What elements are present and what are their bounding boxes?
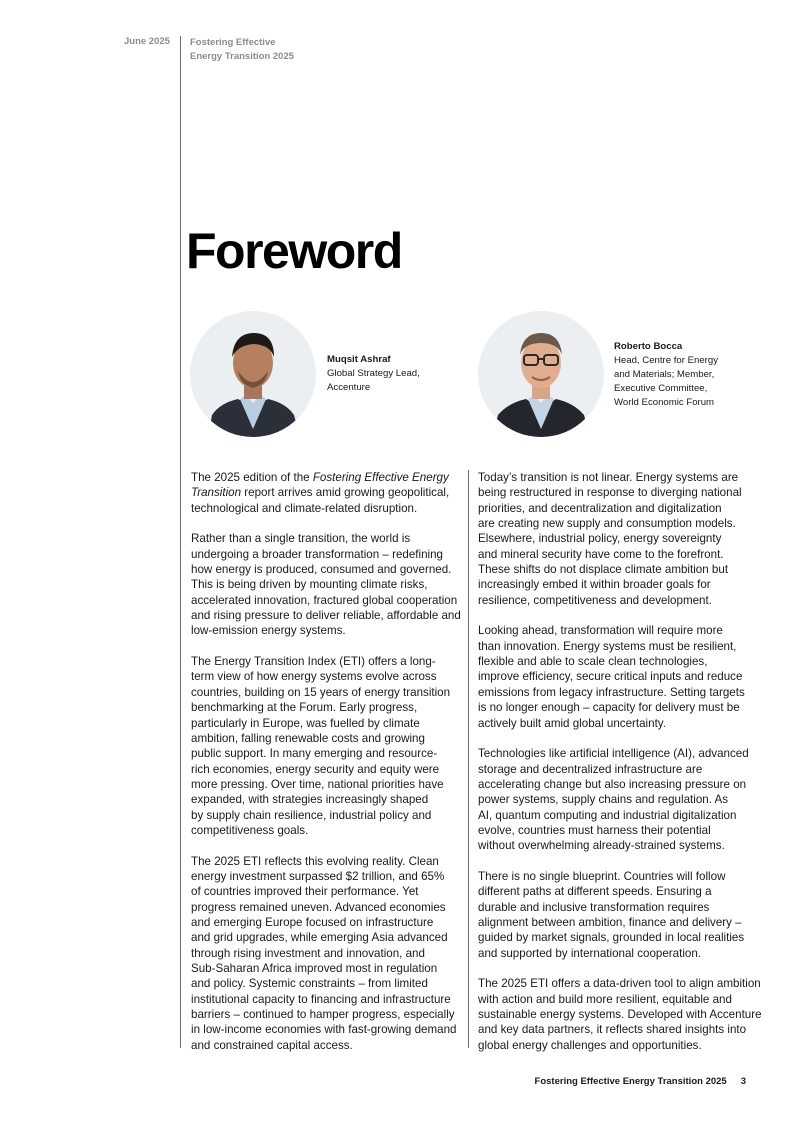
text-line: and emerging Europe focused on infrastructure xyxy=(191,915,434,929)
body-paragraph xyxy=(478,869,750,961)
person-card xyxy=(614,340,718,410)
text-line: progress remained uneven. Advanced economies xyxy=(191,900,446,914)
text-line: and key data partners, it reflects shared insights into xyxy=(478,1023,747,1037)
text-line: Sub-Saharan Africa improved most in regulation xyxy=(191,962,438,975)
text-line: than innovation. Energy systems must be resilient, xyxy=(478,639,737,653)
person-card xyxy=(327,353,420,395)
text-line: global energy challenges and opportunities. xyxy=(478,1038,702,1052)
text-line: alignment between ambition, finance and delivery – xyxy=(478,915,742,929)
text-line: This is being driven by mounting climate risks, xyxy=(191,578,428,592)
person-role: Executive Committee, xyxy=(614,383,708,394)
text-line: and supported by international cooperation. xyxy=(478,946,702,960)
body-paragraph xyxy=(478,976,762,1053)
body-paragraph xyxy=(478,746,750,853)
text-line: with action and build more resilient, equitable and xyxy=(478,992,732,1006)
header-title xyxy=(190,36,294,63)
header-date: June 2025 xyxy=(124,36,170,47)
body-column-right xyxy=(478,470,762,1068)
text-line: particularly in Europe, was fuelled by climate xyxy=(191,716,420,730)
text-line: These shifts do not displace climate ambition but xyxy=(478,563,729,577)
text-line: flexible and able to scale clean technologies, xyxy=(478,655,708,669)
portrait-photo xyxy=(190,311,316,437)
text-line: of countries improved their performance. Yet xyxy=(191,885,419,899)
page-footer xyxy=(535,1076,746,1087)
text-line: durable and inclusive transformation requires xyxy=(478,900,710,914)
text-line: improve efficiency, secure critical inputs and reduce xyxy=(478,670,743,684)
text-line: guided by market signals, grounded in local realities xyxy=(478,931,745,945)
text-line: being restructured in response to diverging national xyxy=(478,486,742,500)
text-line: more pressing. Over time, national priorities have xyxy=(191,777,444,791)
text-line: expanded, with strategies increasingly shaped xyxy=(191,793,429,807)
column-divider xyxy=(468,470,469,1048)
body-paragraph xyxy=(191,854,463,1053)
text-line: undergoing a broader transformation – redefining xyxy=(191,547,444,561)
page-title: Foreword xyxy=(186,223,402,279)
portrait-photo xyxy=(478,311,604,437)
header-title-line: Energy Transition 2025 xyxy=(190,50,295,62)
text-line: and constrained capital access. xyxy=(191,1038,353,1052)
text-line: benchmarking at the Forum. Early progress, xyxy=(191,701,418,715)
text-line: The Energy Transition Index (ETI) offers a long- xyxy=(191,655,436,669)
text-line: increasingly embed it within broader goals for xyxy=(478,578,711,592)
text-line: The 2025 ETI reflects this evolving reality. Clean xyxy=(191,854,439,868)
text-line: energy investment surpassed $2 trillion, and 65% xyxy=(191,869,445,883)
text-line: in low-income economies with fast-growing demand xyxy=(191,1023,457,1037)
text-line: priorities, and decentralization and digitalization xyxy=(478,501,722,515)
text-line: low-emission energy systems. xyxy=(191,624,346,638)
person-role: Accenture xyxy=(327,382,371,393)
text-line: and grid upgrades, while emerging Asia advanced xyxy=(191,931,448,945)
text-line: accelerated innovation, fractured global cooperation xyxy=(191,593,458,607)
body-column-left xyxy=(191,470,463,1068)
person-name: Roberto Bocca xyxy=(614,341,683,352)
body-paragraph xyxy=(478,470,750,608)
text-line: ambition, falling renewable costs and growing xyxy=(191,731,425,745)
footer-title: Fostering Effective Energy Transition 2025 xyxy=(534,1076,727,1087)
text-line: how energy is produced, consumed and governed. xyxy=(191,563,452,577)
text-line: Technologies like artificial intelligence (AI), advanced xyxy=(478,747,749,761)
text-line: term view of how energy systems evolve across xyxy=(191,670,437,684)
header-title-line: Fostering Effective xyxy=(190,37,276,48)
text-line: competitiveness goals. xyxy=(191,823,309,837)
text-line: rich economies, energy security and equity were xyxy=(191,762,440,776)
text-line: The 2025 ETI offers a data-driven tool to align ambition xyxy=(478,977,761,991)
text-line: through rising investment and innovation, and xyxy=(191,946,425,960)
body-paragraph xyxy=(478,623,750,730)
body-paragraph xyxy=(191,470,463,516)
text-line: institutional capacity to financing and infrastructure xyxy=(191,992,451,1006)
text-line: are creating new supply and consumption models. xyxy=(478,517,736,531)
person-role: Head, Centre for Energy xyxy=(614,355,718,366)
text-line: technological and climate-related disruption. xyxy=(191,501,418,515)
text-line: and policy. Systemic constraints – from limited xyxy=(191,977,428,991)
text-line: power systems, supply chains and regulation. As xyxy=(478,793,729,807)
text-line: AI, quantum computing and industrial digitalization xyxy=(478,808,737,822)
text-line: Rather than a single transition, the world is xyxy=(191,532,411,546)
body-paragraph xyxy=(191,531,463,638)
text-line: and rising pressure to deliver reliable, affordable and xyxy=(191,609,461,623)
page-number: 3 xyxy=(740,1076,746,1087)
text-line: Elsewhere, industrial policy, energy sovereignty xyxy=(478,532,722,546)
text-line: resilience, competitiveness and development. xyxy=(478,593,712,607)
text-line: storage and decentralized infrastructure are xyxy=(478,762,703,776)
text-line: public support. In many emerging and resource- xyxy=(191,747,438,761)
person-role: and Materials; Member, xyxy=(614,369,715,380)
text-line: by supply chain resilience, industrial policy and xyxy=(191,808,432,822)
person-name: Muqsit Ashraf xyxy=(327,354,391,365)
text-line: Transition report arrives amid growing geopolitical, xyxy=(191,486,450,500)
text-line: countries, building on 15 years of energy transition xyxy=(191,685,451,699)
person-role: Global Strategy Lead, xyxy=(327,368,420,379)
text-line: without overwhelming already-strained systems. xyxy=(478,839,725,853)
person-role: World Economic Forum xyxy=(614,397,715,408)
text-line: and mineral security have come to the forefront. xyxy=(478,547,724,561)
text-line: Looking ahead, transformation will require more xyxy=(478,624,723,638)
text-line: is no longer enough – capacity for delivery must be xyxy=(478,701,740,715)
text-line: evolve, countries must harness their potential xyxy=(478,823,711,837)
text-line: actively built amid global uncertainty. xyxy=(478,716,666,730)
text-line: accelerating change but also increasing pressure on xyxy=(478,777,747,791)
text-line: barriers – continued to hamper progress, especially xyxy=(191,1008,455,1022)
text-line: Today’s transition is not linear. Energy systems are xyxy=(478,471,739,484)
text-line: The 2025 edition of the Fostering Effective Energy xyxy=(191,471,449,484)
text-line: sustainable energy systems. Developed with Accenture xyxy=(478,1008,762,1022)
text-line: There is no single blueprint. Countries will follow xyxy=(478,869,726,883)
text-line: different paths at different speeds. Ensuring a xyxy=(478,885,712,899)
margin-rule xyxy=(180,36,181,1048)
body-paragraph xyxy=(191,654,463,838)
text-line: emissions from legacy infrastructure. Setting targets xyxy=(478,685,745,699)
